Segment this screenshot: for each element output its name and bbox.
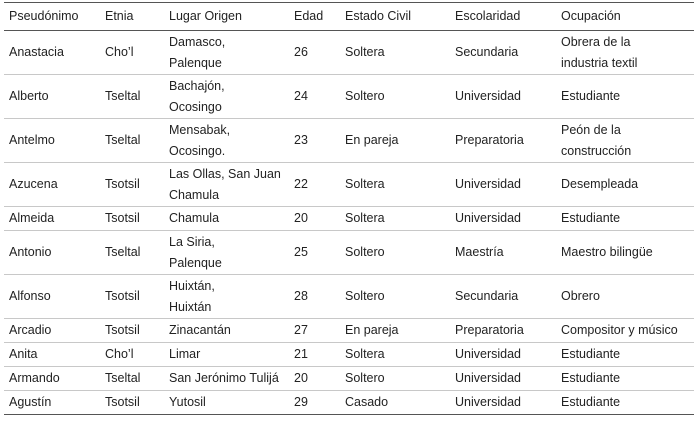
participants-table: [4, 2, 694, 415]
cell-pseudonimo: Armando: [9, 371, 60, 385]
cell-ocupacion: [556, 119, 694, 163]
cell-escolaridad: Preparatoria: [455, 133, 524, 147]
cell-estado-civil: Soltero: [345, 371, 385, 385]
cell-estado-civil: Soltero: [345, 289, 385, 303]
cell-etnia: Tseltal: [105, 371, 141, 385]
cell-ocupacion-line: Maestro bilingüe: [561, 245, 653, 259]
cell-ocupacion: [556, 319, 694, 343]
cell-edad: 22: [294, 177, 308, 191]
cell-lugar-origen: [164, 275, 289, 319]
cell-escolaridad: Secundaria: [455, 45, 519, 59]
cell-etnia: Tsotsil: [105, 395, 140, 409]
cell-ocupacion: [556, 207, 694, 231]
cell-pseudonimo: Antelmo: [9, 133, 55, 147]
cell-ocupacion-line: construcción: [561, 143, 632, 158]
cell-lugar-origen: [164, 75, 289, 119]
cell-ocupacion-line: Estudiante: [561, 395, 621, 409]
cell-estado-civil: Soltera: [345, 45, 385, 59]
cell-lugar-origen-line: Chamula: [169, 187, 220, 202]
cell-pseudonimo: Alfonso: [9, 289, 51, 303]
cell-edad: 23: [294, 133, 308, 147]
header-etnia: Etnia: [100, 3, 164, 31]
table-row: [4, 31, 694, 75]
cell-pseudonimo: Alberto: [9, 89, 49, 103]
cell-edad: 24: [294, 89, 308, 103]
cell-lugar-origen: [164, 367, 289, 391]
cell-estado-civil: En pareja: [345, 133, 399, 147]
header-edad: Edad: [289, 3, 340, 31]
cell-estado-civil: Soltero: [345, 245, 385, 259]
cell-edad: 25: [294, 245, 308, 259]
cell-edad: 21: [294, 347, 308, 361]
cell-lugar-origen-line: Las Ollas, San Juan: [169, 166, 281, 181]
header-pseudonimo: Pseudónimo: [4, 3, 100, 31]
cell-ocupacion-line: Desempleada: [561, 177, 639, 191]
cell-ocupacion-line: Estudiante: [561, 371, 621, 385]
cell-ocupacion: [556, 367, 694, 391]
cell-pseudonimo: Almeida: [9, 211, 55, 225]
table-row: [4, 367, 694, 391]
header-lugar-origen: Lugar Origen: [164, 3, 289, 31]
cell-lugar-origen-line: Ocosingo.: [169, 143, 226, 158]
cell-lugar-origen-line: Ocosingo: [169, 99, 222, 114]
cell-estado-civil: Soltero: [345, 89, 385, 103]
cell-ocupacion: [556, 31, 694, 75]
cell-lugar-origen: [164, 119, 289, 163]
cell-ocupacion-line: Estudiante: [561, 89, 621, 103]
cell-lugar-origen-line: San Jerónimo Tulijá: [169, 371, 279, 385]
cell-ocupacion: [556, 343, 694, 367]
cell-lugar-origen-line: Mensabak,: [169, 122, 231, 137]
cell-pseudonimo: Agustín: [9, 395, 52, 409]
cell-escolaridad: Universidad: [455, 371, 522, 385]
cell-estado-civil: Soltera: [345, 211, 385, 225]
cell-edad: 26: [294, 45, 308, 59]
table-row: [4, 391, 694, 415]
cell-escolaridad: Universidad: [455, 177, 522, 191]
cell-pseudonimo: Azucena: [9, 177, 58, 191]
cell-escolaridad: Universidad: [455, 211, 522, 225]
table-row: [4, 319, 694, 343]
cell-lugar-origen: [164, 207, 289, 231]
cell-escolaridad: Universidad: [455, 347, 522, 361]
cell-lugar-origen-line: Bachajón,: [169, 78, 225, 93]
cell-estado-civil: Soltera: [345, 347, 385, 361]
cell-edad: 20: [294, 371, 308, 385]
table-row: [4, 207, 694, 231]
cell-ocupacion-line: Estudiante: [561, 347, 621, 361]
cell-lugar-origen-line: Chamula: [169, 211, 220, 225]
cell-estado-civil: Soltera: [345, 177, 385, 191]
cell-pseudonimo: Arcadio: [9, 323, 52, 337]
cell-lugar-origen-line: Zinacantán: [169, 323, 231, 337]
table-row: [4, 343, 694, 367]
header-estado-civil: Estado Civil: [340, 3, 450, 31]
cell-lugar-origen-line: Huixtán: [169, 299, 212, 314]
cell-ocupacion: [556, 75, 694, 119]
cell-lugar-origen-line: Palenque: [169, 55, 222, 70]
cell-ocupacion: [556, 163, 694, 207]
cell-etnia: Tseltal: [105, 89, 141, 103]
table-body: [4, 31, 694, 415]
cell-escolaridad: Preparatoria: [455, 323, 524, 337]
cell-ocupacion-line: Estudiante: [561, 211, 621, 225]
cell-etnia: Tsotsil: [105, 323, 140, 337]
cell-ocupacion: [556, 391, 694, 415]
cell-pseudonimo: Antonio: [9, 245, 52, 259]
cell-pseudonimo: Anastacia: [9, 45, 64, 59]
cell-lugar-origen: [164, 391, 289, 415]
table-row: [4, 75, 694, 119]
cell-lugar-origen-line: Limar: [169, 347, 201, 361]
header-escolaridad: Escolaridad: [450, 3, 556, 31]
cell-pseudonimo: Anita: [9, 347, 38, 361]
cell-edad: 28: [294, 289, 308, 303]
cell-ocupacion-line: Compositor y músico: [561, 323, 678, 337]
cell-etnia: Cho’l: [105, 45, 134, 59]
table-row: [4, 275, 694, 319]
cell-etnia: Tseltal: [105, 245, 141, 259]
cell-escolaridad: Maestría: [455, 245, 504, 259]
cell-etnia: Tsotsil: [105, 289, 140, 303]
cell-edad: 20: [294, 211, 308, 225]
cell-ocupacion-line: Obrero: [561, 289, 600, 303]
cell-ocupacion: [556, 275, 694, 319]
cell-edad: 29: [294, 395, 308, 409]
cell-estado-civil: Casado: [345, 395, 389, 409]
cell-ocupacion: [556, 231, 694, 275]
cell-lugar-origen-line: La Siria,: [169, 234, 215, 249]
cell-escolaridad: Universidad: [455, 89, 522, 103]
cell-lugar-origen: [164, 343, 289, 367]
cell-ocupacion-line: Obrera de la: [561, 34, 631, 49]
cell-lugar-origen: [164, 319, 289, 343]
cell-etnia: Tsotsil: [105, 211, 140, 225]
cell-etnia: Tsotsil: [105, 177, 140, 191]
cell-escolaridad: Universidad: [455, 395, 522, 409]
cell-lugar-origen-line: Palenque: [169, 255, 222, 270]
cell-etnia: Tseltal: [105, 133, 141, 147]
header-ocupacion: Ocupación: [556, 3, 694, 31]
cell-edad: 27: [294, 323, 308, 337]
cell-ocupacion-line: industria textil: [561, 55, 638, 70]
table-row: [4, 119, 694, 163]
table-row: [4, 163, 694, 207]
cell-estado-civil: En pareja: [345, 323, 399, 337]
cell-ocupacion-line: Peón de la: [561, 122, 621, 137]
cell-lugar-origen: [164, 231, 289, 275]
cell-lugar-origen-line: Damasco,: [169, 34, 226, 49]
cell-etnia: Cho’l: [105, 347, 134, 361]
cell-lugar-origen-line: Yutosil: [169, 395, 206, 409]
table-header: [4, 3, 694, 31]
cell-lugar-origen: [164, 31, 289, 75]
table-row: [4, 231, 694, 275]
cell-lugar-origen: [164, 163, 289, 207]
header-row: [4, 3, 694, 31]
cell-lugar-origen-line: Huixtán,: [169, 278, 215, 293]
cell-escolaridad: Secundaria: [455, 289, 519, 303]
